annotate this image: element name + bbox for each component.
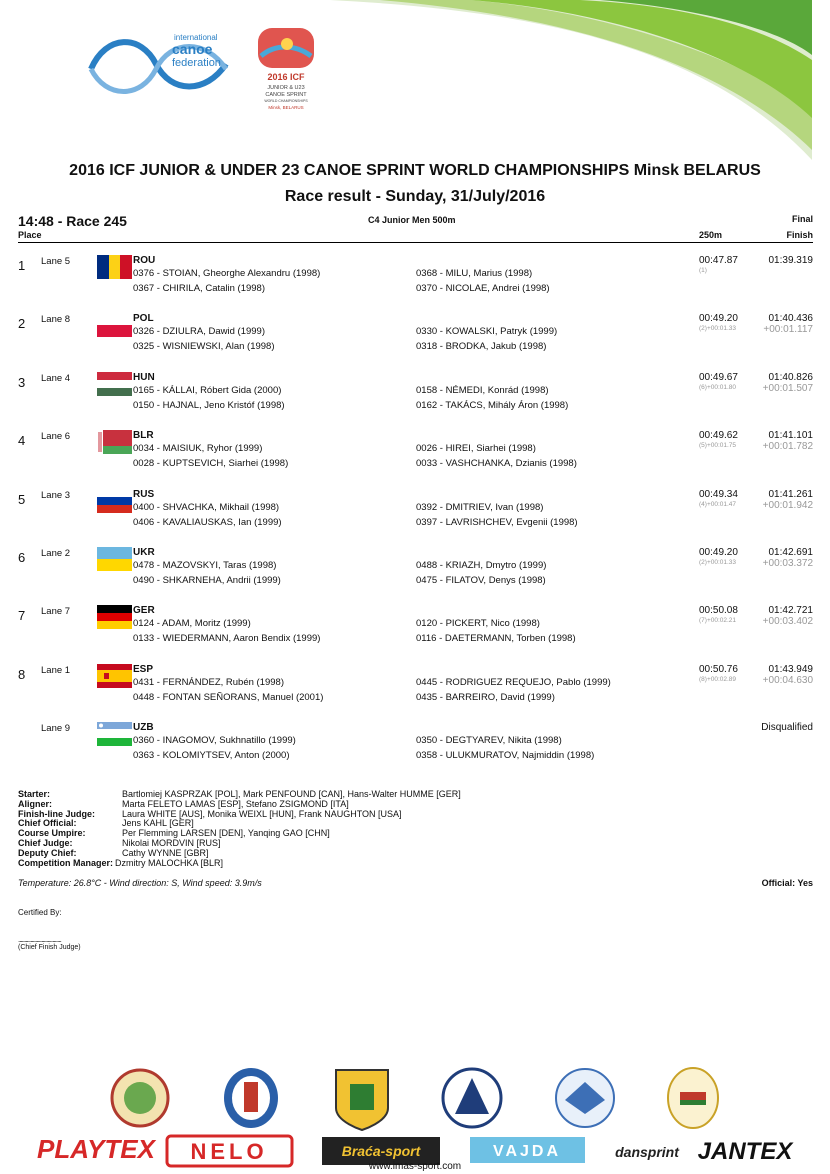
place-number: 8 [18, 666, 26, 682]
athlete-name: 0475 - FILATOV, Denys (1998) [416, 575, 546, 586]
athlete-name: 0350 - DEGTYAREV, Nikita (1998) [416, 735, 562, 747]
official-row [18, 829, 461, 839]
weather-info: Temperature: 26.8°C - Wind direction: S, Wind speed: 3.9m/s [18, 878, 262, 888]
certified-by-label: Certified By: [18, 908, 62, 917]
athlete-name: 0165 - KÁLLAI, Róbert Gida (2000) [133, 384, 282, 396]
athlete-name: 0318 - BRODKA, Jakub (1998) [416, 341, 547, 353]
sponsor-jantex: JANTEX [697, 1138, 793, 1165]
official-label: Competition Manager: [18, 857, 114, 868]
athlete-name: 0376 - STOIAN, Gheorghe Alexandru (1998) [133, 268, 321, 279]
split-rank-diff: (1) [699, 267, 707, 274]
split-rank-diff: (2)+00:01.33 [699, 559, 737, 566]
championship-title: 2016 ICF JUNIOR & UNDER 23 CANOE SPRINT WORLD CHAMPIONSHIPS Minsk BELARUS [69, 162, 761, 179]
blr-flag-icon [97, 430, 132, 454]
finish-time: 01:40.436 [768, 313, 813, 325]
official-value: Cathy WYNNE [GBR] [122, 847, 209, 858]
country-code: HUN [133, 371, 155, 383]
finish-time: Disqualified [761, 722, 813, 734]
chief-finish-judge-label: (Chief Finish Judge) [18, 944, 81, 951]
athlete-name: 0392 - DMITRIEV, Ivan (1998) [416, 501, 544, 513]
race-class: C4 Junior Men 500m [368, 215, 456, 225]
uzb-flag-icon [97, 722, 132, 746]
svg-text:canoe: canoe [172, 41, 213, 57]
split-time: 00:47.87 [699, 255, 738, 266]
athlete-name: 0150 - HAJNAL, Jeno Kristóf (1998) [133, 399, 285, 411]
finish-time: 01:40.826 [768, 371, 813, 383]
race-result-subtitle: Race result - Sunday, 31/July/2016 [284, 188, 546, 205]
athlete-name: 0028 - KUPTSEVICH, Siarhei (1998) [133, 458, 289, 470]
emblem-6-icon [668, 1068, 718, 1128]
country-code: ROU [133, 255, 156, 266]
official-label: Course Umpire: [18, 828, 86, 839]
athlete-name: 0124 - ADAM, Moritz (1999) [133, 618, 251, 630]
lane-number: Lane 4 [41, 372, 71, 384]
place-number: 6 [18, 550, 26, 565]
finish-diff: +00:01.507 [762, 382, 813, 394]
finish-time: 01:42.721 [768, 605, 813, 617]
athlete-name: 0360 - INAGOMOV, Sukhnatillo (1999) [133, 735, 296, 747]
result-row [0, 372, 830, 430]
finish-diff: +00:03.402 [762, 616, 813, 628]
finish-time: 01:41.101 [768, 430, 813, 442]
athlete-name: 0435 - BARREIRO, David (1999) [416, 691, 555, 703]
place-number: 2 [18, 316, 26, 332]
official-value: Per Flemming LARSEN [DEN], Yanqing GAO [CHN] [122, 828, 330, 839]
sponsor-vajda: VAJDA [492, 1143, 562, 1160]
header-divider [18, 242, 813, 243]
split-rank-diff: (8)+00:02.89 [699, 675, 737, 683]
split-time: 00:49.34 [699, 488, 738, 500]
svg-text:Minsk, BELARUS: Minsk, BELARUS [268, 105, 304, 110]
race-stage: Final [791, 214, 813, 224]
athlete-name: 0448 - FONTAN SEÑORANS, Manuel (2001) [133, 691, 324, 703]
finish-time: 01:43.949 [768, 663, 813, 675]
split-rank-diff: (7)+00:02.21 [699, 617, 737, 625]
athlete-name: 0431 - FERNÁNDEZ, Rubén (1998) [133, 676, 285, 688]
emblem-3-icon [336, 1070, 388, 1130]
split-rank-diff: (6)+00:01.80 [699, 383, 737, 391]
athlete-name: 0406 - KAVALIAUSKAS, Ian (1999) [133, 516, 282, 528]
event-logo [255, 26, 317, 112]
svg-text:international: international [174, 33, 218, 42]
country-code: BLR [133, 430, 154, 442]
emblem-1-icon [112, 1070, 168, 1126]
split-time: 00:49.67 [699, 371, 738, 383]
athlete-name: 0026 - HIREI, Siarhei (1998) [416, 443, 536, 455]
sponsor-dansprint: dansprint [615, 1144, 679, 1160]
country-code: GER [133, 605, 155, 617]
svg-text:2016 ICF: 2016 ICF [267, 72, 305, 82]
official-label: Starter: [18, 789, 51, 799]
lane-number: Lane 8 [41, 314, 71, 326]
result-row [0, 313, 830, 371]
finish-diff: +00:01.782 [762, 441, 813, 453]
official-row [18, 839, 461, 849]
sponsor-playtex: PLAYTEX [37, 1134, 155, 1164]
split-column-header: 250m [699, 230, 723, 240]
result-row [0, 664, 830, 722]
sponsor-braca: Braća-sport [341, 1143, 421, 1159]
split-rank-diff: (5)+00:01.75 [699, 442, 737, 450]
lane-number: Lane 6 [41, 431, 71, 443]
icf-logo [86, 24, 236, 104]
result-row [0, 255, 830, 313]
ukr-flag-icon [97, 547, 132, 571]
official-label: Finish-line Judge: [18, 808, 96, 819]
officials-list [18, 790, 461, 868]
lane-number: Lane 9 [41, 723, 71, 735]
official-status: Official: Yes [761, 878, 813, 888]
split-time: 00:50.76 [699, 663, 738, 675]
place-number: 1 [18, 258, 26, 273]
athlete-name: 0445 - RODRIGUEZ REQUEJO, Pablo (1999) [416, 676, 611, 688]
country-code: UKR [133, 547, 155, 558]
lane-number: Lane 3 [41, 489, 71, 501]
split-time: 00:49.20 [699, 547, 738, 558]
athlete-name: 0120 - PICKERT, Nico (1998) [416, 618, 540, 630]
athlete-name: 0368 - MILU, Marius (1998) [416, 268, 533, 279]
finish-diff: +00:01.942 [762, 499, 813, 511]
race-time: 14:48 - Race 245 [18, 213, 127, 229]
place-number: 5 [18, 491, 26, 507]
signature-line: ................................... [18, 935, 61, 944]
esp-flag-icon [97, 664, 132, 688]
rus-flag-icon [97, 489, 132, 513]
athlete-name: 0478 - MAZOVSKYI, Taras (1998) [133, 560, 277, 571]
split-rank-diff: (2)+00:01.33 [699, 325, 737, 333]
athlete-name: 0490 - SHKARNEHA, Andrii (1999) [133, 575, 281, 586]
finish-time: 01:41.261 [768, 488, 813, 500]
official-row [18, 859, 461, 869]
official-label: Deputy Chief: [18, 847, 77, 858]
athlete-name: 0358 - ULUKMURATOV, Najmiddin (1998) [416, 750, 595, 762]
athlete-name: 0158 - NÉMEDI, Konrád (1998) [416, 384, 549, 396]
official-label: Chief Official: [18, 818, 77, 829]
place-column-header: Place [18, 230, 42, 240]
athlete-name: 0397 - LAVRISHCHEV, Evgenii (1998) [416, 516, 578, 528]
ger-flag-icon [97, 605, 132, 629]
sponsor-nelo: NELO [190, 1139, 268, 1164]
result-row [0, 722, 830, 780]
athlete-name: 0488 - KRIAZH, Dmytro (1999) [416, 560, 547, 571]
finish-diff: +00:04.630 [762, 674, 813, 686]
sponsor-logos [0, 1060, 830, 1170]
emblem-4-icon [443, 1069, 501, 1127]
svg-text:JUNIOR & U23: JUNIOR & U23 [267, 85, 305, 91]
pol-flag-icon [97, 313, 132, 337]
hun-flag-icon [97, 372, 132, 396]
result-row [0, 430, 830, 488]
lane-number: Lane 1 [41, 664, 71, 676]
official-value: Laura WHITE [AUS], Monika WEIXL [HUN], Frank NAUGHTON [USA] [122, 808, 402, 819]
finish-time: 01:42.691 [768, 547, 813, 558]
finish-column-header: Finish [786, 230, 813, 240]
finish-diff: +00:03.372 [762, 558, 813, 569]
lane-number: Lane 5 [41, 256, 71, 267]
split-rank-diff: (4)+00:01.47 [699, 500, 737, 508]
emblem-2-icon [224, 1068, 278, 1128]
country-code: RUS [133, 488, 155, 500]
official-value: Bartlomiej KASPRZAK [POL], Mark PENFOUND [CAN], Hans-Walter HUMME [GER] [122, 789, 461, 799]
place-number: 4 [18, 433, 26, 449]
svg-text:federation: federation [172, 57, 221, 69]
country-code: POL [133, 313, 154, 325]
athlete-name: 0325 - WISNIEWSKI, Alan (1998) [133, 341, 275, 353]
official-value: Jens KAHL [GER] [122, 818, 194, 829]
result-row [0, 605, 830, 663]
country-code: UZB [133, 722, 154, 734]
result-row [0, 489, 830, 547]
finish-time: 01:39.319 [768, 255, 813, 266]
country-code: ESP [133, 663, 154, 675]
athlete-name: 0033 - VASHCHANKA, Dzianis (1998) [416, 458, 577, 470]
athlete-name: 0370 - NICOLAE, Andrei (1998) [416, 283, 550, 294]
place-number: 3 [18, 374, 26, 390]
official-value: Marta FELETO LAMAS [ESP], Stefano ZSIGMOND [ITA] [122, 798, 349, 809]
athlete-name: 0116 - DAETERMANN, Torben (1998) [416, 633, 576, 645]
svg-text:CANOE SPRINT: CANOE SPRINT [265, 92, 307, 98]
athlete-name: 0133 - WIEDERMANN, Aaron Bendix (1999) [133, 633, 321, 645]
official-value: Dzmitry MALOCHKA [BLR] [115, 857, 224, 868]
svg-text:WORLD CHAMPIONSHIPS: WORLD CHAMPIONSHIPS [264, 99, 308, 103]
athlete-name: 0162 - TAKÁCS, Mihály Áron (1998) [416, 399, 569, 411]
athlete-name: 0034 - MAISIUK, Ryhor (1999) [133, 443, 263, 455]
rou-flag-icon [97, 255, 132, 279]
place-number: 7 [18, 608, 26, 624]
lane-number: Lane 7 [41, 606, 71, 618]
website-url: www.imas-sport.com [368, 1161, 462, 1172]
official-value: Nikolai MORDVIN [RUS] [122, 837, 221, 848]
athlete-name: 0363 - KOLOMIYTSEV, Anton (2000) [133, 750, 290, 762]
split-time: 00:50.08 [699, 605, 738, 617]
official-row [18, 810, 461, 820]
split-time: 00:49.62 [699, 430, 738, 442]
official-label: Aligner: [18, 798, 53, 809]
emblem-5-icon [556, 1069, 614, 1127]
finish-diff: +00:01.117 [763, 324, 813, 336]
athlete-name: 0400 - SHVACHKA, Mikhail (1998) [133, 501, 280, 513]
split-time: 00:49.20 [699, 313, 738, 325]
athlete-name: 0330 - KOWALSKI, Patryk (1999) [416, 326, 558, 338]
athlete-name: 0367 - CHIRILA, Catalin (1998) [133, 283, 266, 294]
lane-number: Lane 2 [41, 548, 71, 559]
result-row [0, 547, 830, 605]
official-label: Chief Judge: [18, 837, 73, 848]
athlete-name: 0326 - DZIULRA, Dawid (1999) [133, 326, 265, 338]
